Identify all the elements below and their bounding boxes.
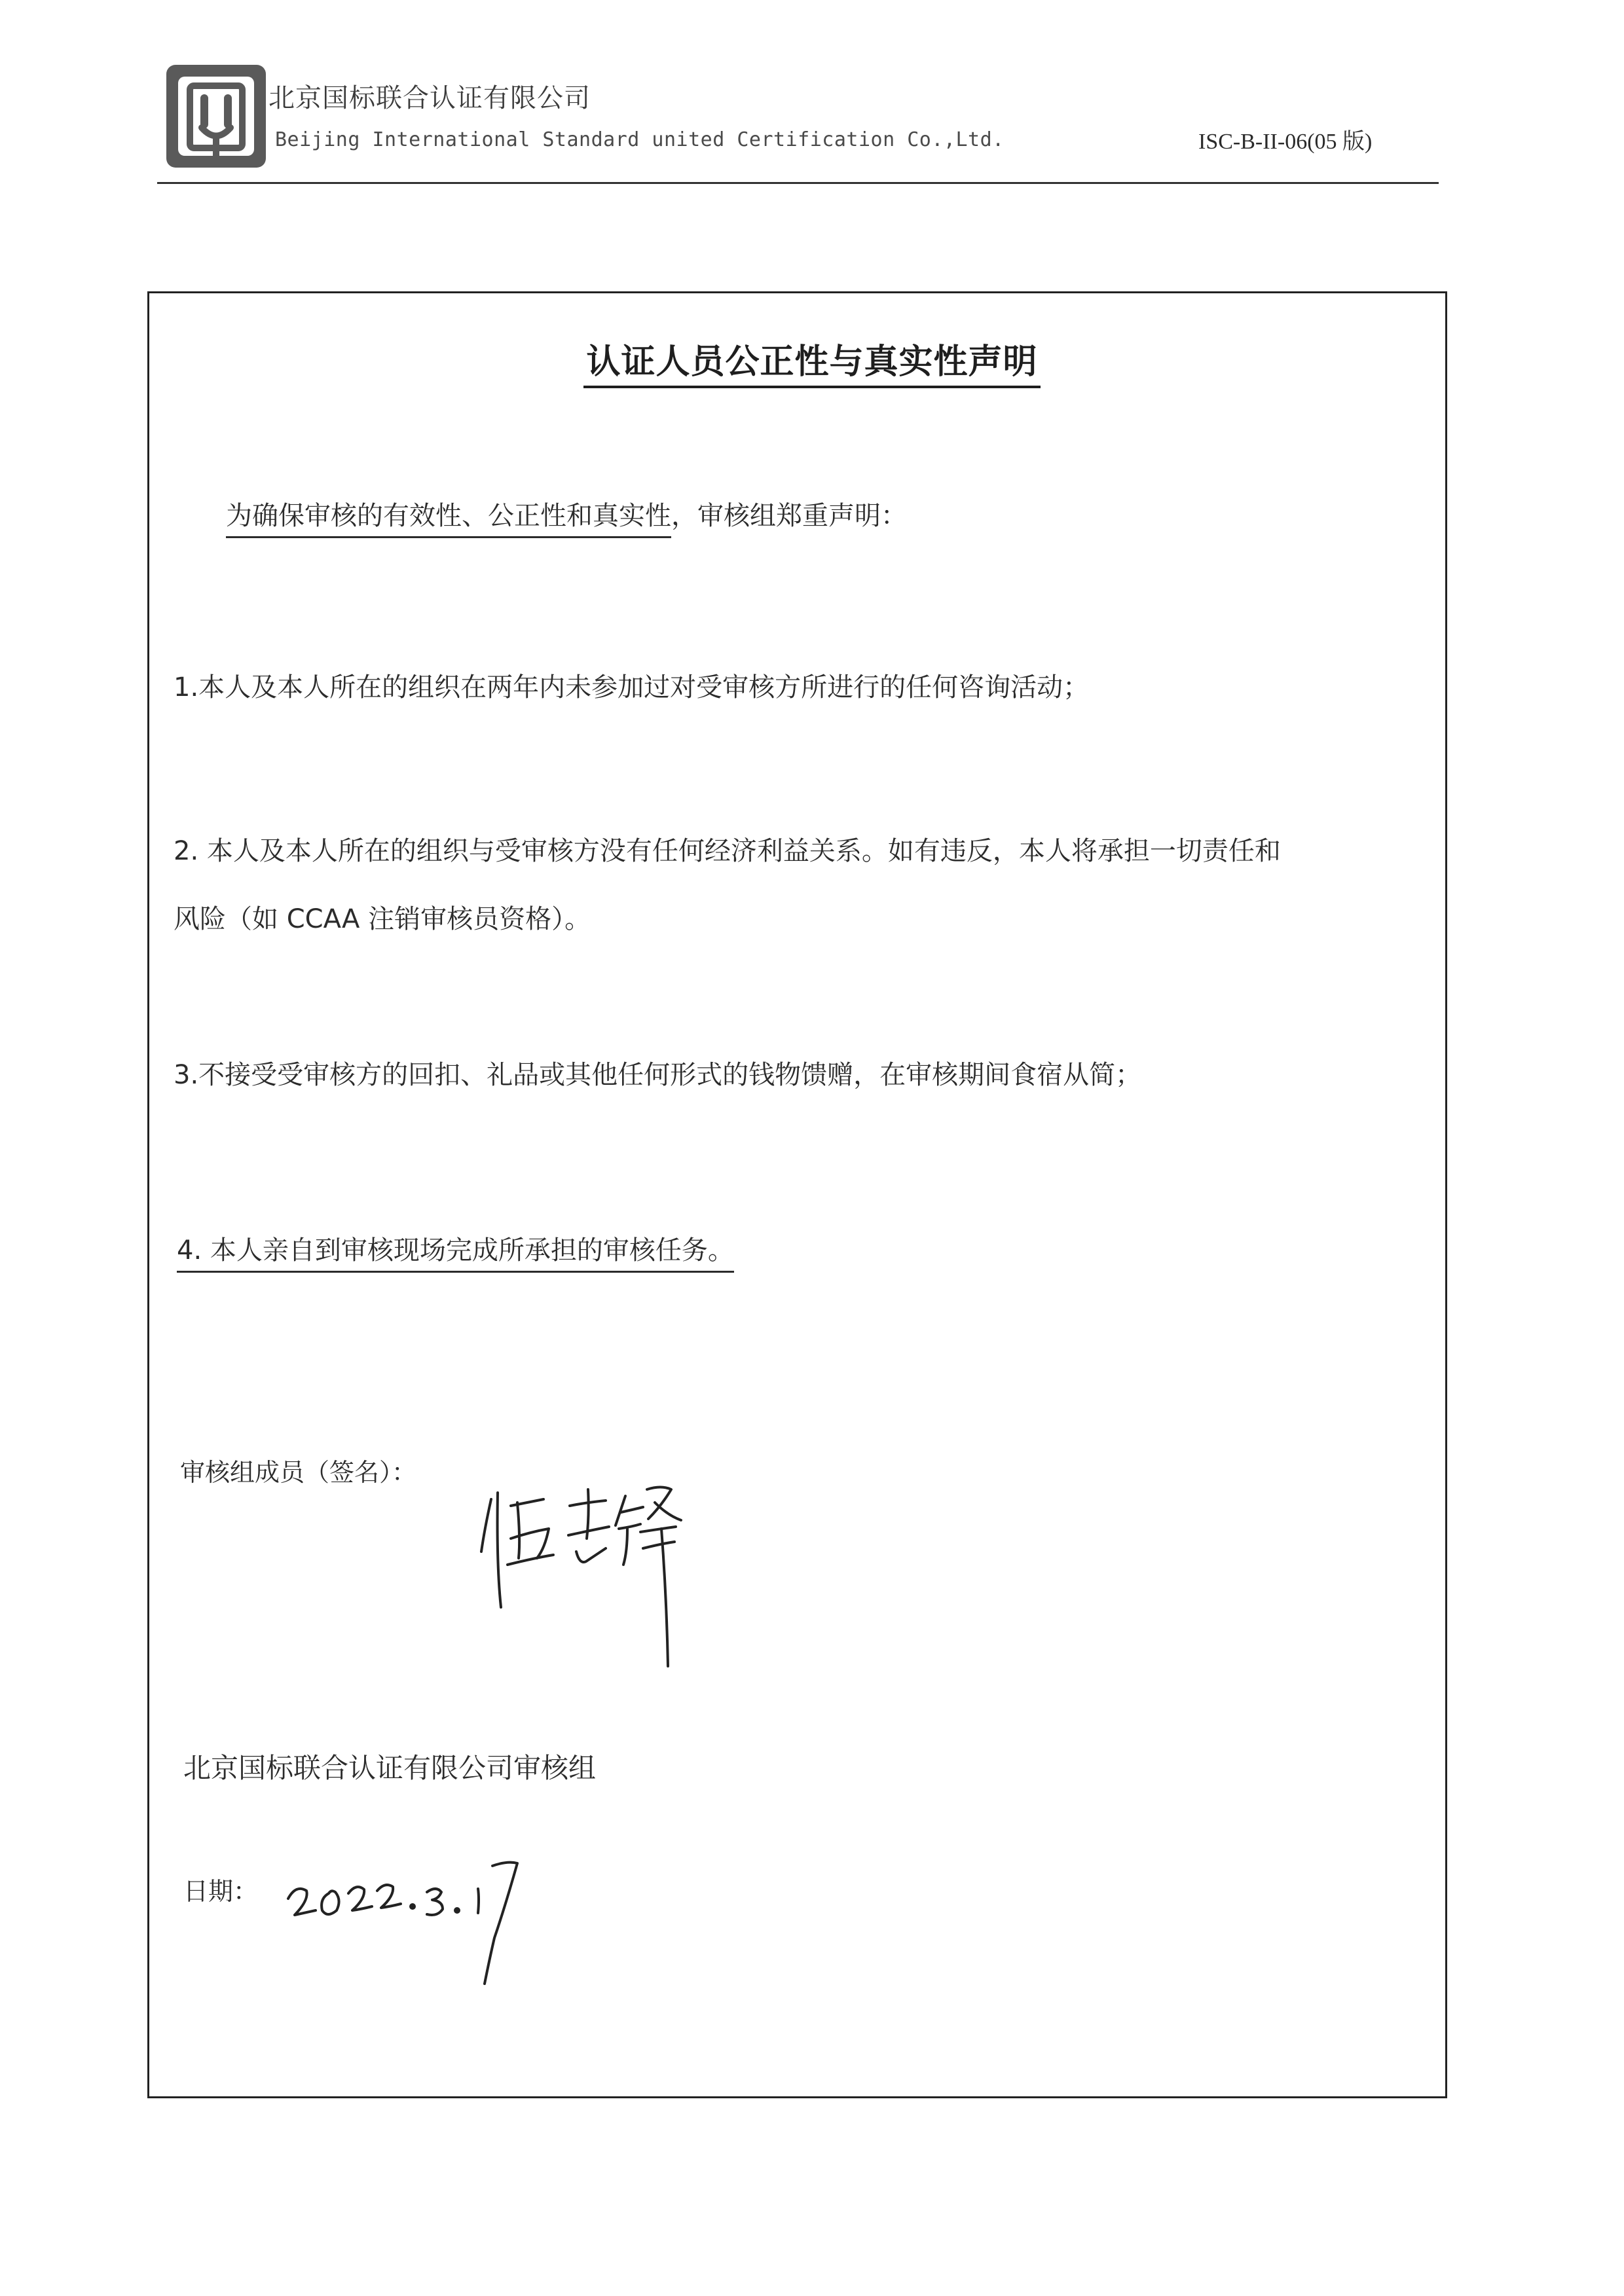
declaration-item-4 (177, 1237, 734, 1264)
audit-members-label: 审核组成员（签名）： (180, 1458, 417, 1487)
declaration-item-1: 1.本人及本人所在的组织在两年内未参加过对受审核方所进行的任何咨询活动； (174, 672, 1090, 702)
company-logo-icon (164, 62, 268, 170)
audit-group-name: 北京国标联合认证有限公司审核组 (183, 1752, 597, 1784)
declaration-frame (147, 291, 1447, 2098)
document-code: ISC-B-II-06(05 版) (1198, 130, 1373, 154)
header-divider (157, 182, 1439, 184)
document-title (0, 334, 1624, 383)
document-title-text: 认证人员公正性与真实性声明 (583, 342, 1040, 388)
date-label: 日期： (183, 1877, 259, 1906)
intro-underlined-text: 为确保审核的有效性、公正性和真实性 (226, 501, 671, 538)
declaration-item-2-line-2: 风险（如 CCAA 注销审核员资格）。 (174, 904, 591, 934)
handwritten-signature (471, 1467, 694, 1676)
declaration-item-2-line-1: 2. 本人及本人所在的组织与受审核方没有任何经济利益关系。如有违反，本人将承担一切责任和 (174, 836, 1281, 866)
declaration-item-4-text: 4. 本人亲自到审核现场完成所承担的审核任务。 (177, 1235, 734, 1273)
company-name-cn: 北京国标联合认证有限公司 (268, 83, 591, 113)
company-name-en: Beijing International Standard united Certification Co.,Ltd. (275, 128, 1005, 151)
intro-rest-text: ，审核组郑重声明： (671, 501, 907, 531)
handwritten-date (282, 1853, 530, 1990)
intro-paragraph (226, 503, 907, 529)
declaration-item-3: 3.不接受受审核方的回扣、礼品或其他任何形式的钱物馈赠，在审核期间食宿从简； (174, 1060, 1142, 1090)
